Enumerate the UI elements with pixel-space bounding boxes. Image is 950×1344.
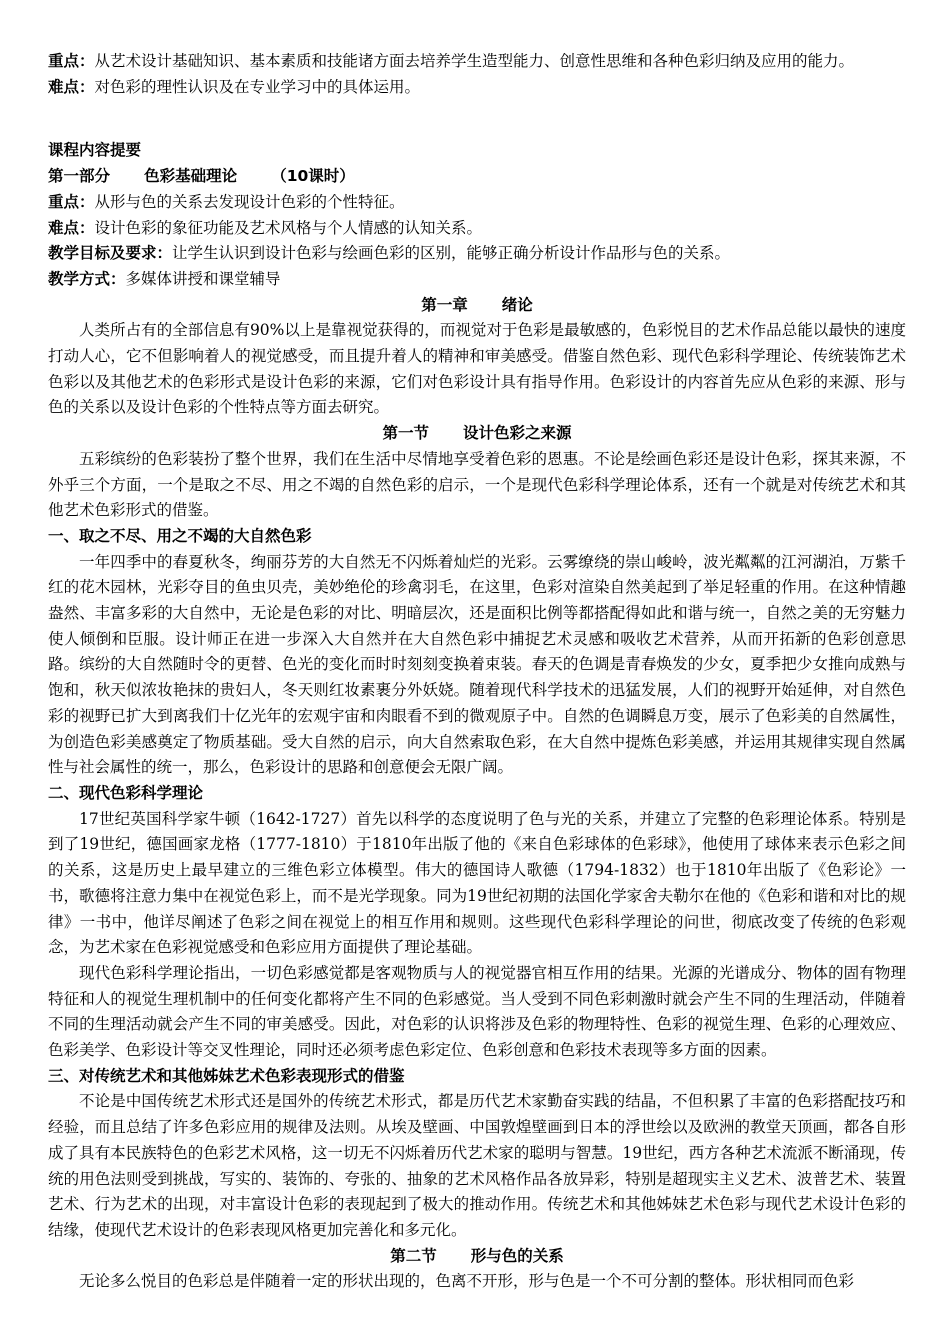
sub1-heading: 一、取之不尽、用之不竭的大自然色彩 [48, 526, 312, 545]
part1-diff-label: 难点： [48, 218, 95, 237]
sub2-paragraph-2: 现代色彩科学理论指出，一切色彩感觉都是客观物质与人的视觉器官相互作用的结果。光源的光谱成分、物体的固有物理特征和人的视觉生理机制中的任何变化都将产生不同的色彩感觉。当人受到不同色彩刺激时就会产生不同的生理活动，伴随着不同的生理活动就会产生不同的审美感受。因此，对色彩的认识将涉及色彩的物理特性、色彩的视觉生理、色彩的心理效应、色彩美学、色彩设计等交叉性理论，同时还必须考虑色彩定位、色彩创意和色彩技术表现等多方面的因素。 [48, 963, 906, 1060]
document-page [48, 49, 906, 1295]
section1-label: 第一节 [382, 424, 429, 443]
section1-title: 设计色彩之来源 [463, 424, 572, 443]
part1-method [48, 267, 906, 293]
part1-method-text: 多媒体讲授和课堂辅导 [125, 269, 281, 288]
section2-label: 第二节 [390, 1246, 437, 1265]
part1-key-label: 重点： [48, 192, 95, 211]
part1-key-point [48, 190, 906, 216]
part1-method-label: 教学方式： [48, 269, 126, 288]
part1-title: 色彩基础理论 [144, 167, 238, 186]
part1-goal [48, 241, 906, 267]
sub2-heading: 二、现代色彩科学理论 [48, 783, 204, 802]
part1-key-text: 从形与色的关系去发现设计色彩的个性特征。 [94, 192, 405, 211]
part1-hours: （10课时） [271, 167, 355, 186]
chapter1-label: 第一章 [421, 295, 468, 314]
section2-title: 形与色的关系 [470, 1246, 564, 1265]
section1-paragraph: 五彩缤纷的色彩装扮了整个世界，我们在生活中尽情地享受着色彩的恩惠。不论是绘画色彩还是设计色彩，探其来源，不外乎三个方面，一个是取之不尽、用之不竭的自然色彩的启示，一个是现代色彩科学理论体系，还有一个就是对传统艺术和其他艺术色彩形式的借鉴。 [48, 449, 906, 520]
key-point-label: 重点： [48, 52, 95, 70]
difficulty-label: 难点： [48, 77, 95, 96]
part1-difficulty [48, 216, 906, 242]
difficulty-text: 对色彩的理性认识及在专业学习中的具体运用。 [94, 77, 421, 96]
sub3-heading: 三、对传统艺术和其他姊妹艺术色彩表现形式的借鉴 [48, 1066, 405, 1085]
chapter1-title: 绪论 [501, 295, 533, 314]
outline-title: 课程内容提要 [48, 141, 142, 160]
part1-label: 第一部分 [48, 167, 111, 186]
chapter1-paragraph: 人类所占有的全部信息有90%以上是靠视觉获得的，而视觉对于色彩是最敏感的，色彩悦目的艺术作品总能以最快的速度打动人心，它不但影响着人的视觉感受，而且提升着人的精神和审美感受。借鉴自然色彩、现代色彩科学理论、传统装饰艺术色彩以及其他艺术的色彩形式是设计色彩的来源，它们对色彩设计具有指导作用。色彩设计的内容首先应从色彩的来源、形与色的关系以及设计色彩的个性特点等方面去研究。 [48, 321, 906, 417]
chapter1-heading [48, 293, 906, 319]
sub3-paragraph: 不论是中国传统艺术形式还是国外的传统艺术形式，都是历代艺术家勤奋实践的结晶，不但积累了丰富的色彩搭配技巧和经验，而且总结了许多色彩应用的规律及法则。从埃及壁画、中国敦煌壁画到日本的浮世绘以及欧洲的教堂天顶画，都各自形成了具有本民族特色的色彩艺术风格，这一切无不闪烁着历代艺术家的聪明与智慧。19世纪，西方各种艺术流派不断涌现，传统的用色法则受到挑战，写实的、装饰的、夸张的、抽象的艺术风格作品各放异彩，特别是超现实主义艺术、波普艺术、装置艺术、行为艺术的出现，对丰富设计色彩的表现起到了极大的推动作用。传统艺术和其他姊妹艺术色彩与现代艺术设计色彩的结缘，使现代艺术设计的色彩表现风格更加完善化和多元化。 [48, 1092, 906, 1239]
spacer [48, 100, 906, 138]
intro-difficulty [48, 75, 906, 101]
part1-goal-text: 让学生认识到设计色彩与绘画色彩的区别，能够正确分析设计作品形与色的关系。 [172, 244, 731, 263]
part1-diff-text: 设计色彩的象征功能及艺术风格与个人情感的认知关系。 [94, 218, 483, 237]
section2-paragraph: 无论多么悦目的色彩总是伴随着一定的形状出现的，色离不开形，形与色是一个不可分割的整体。形状相同而色彩 [79, 1272, 855, 1291]
sub1-paragraph: 一年四季中的春夏秋冬，绚丽芬芳的大自然无不闪烁着灿烂的光彩。云雾缭绕的崇山峻岭，波光粼粼的江河湖泊，万紫千红的花木园林，光彩夺目的鱼虫贝壳，美妙绝伦的珍禽羽毛，在这里，色彩对渲染自然美起到了举足轻重的作用。在这种情趣盎然、丰富多彩的大自然中，无论是色彩的对比、明暗层次，还是面积比例等都搭配得如此和谐与统一，自然之美的无穷魅力使人倾倒和臣服。设计师正在进一步深入大自然并在大自然色彩中捕捉艺术灵感和吸收艺术营养，从而开拓新的色彩创意思路。缤纷的大自然随时令的更替、色光的变化而时时刻刻变换着束装。春天的色调是青春焕发的少女，夏季把少女推向成熟与饱和，秋天似浓妆艳抹的贵妇人，冬天则红妆素裹分外妖娆。随着现代科学技术的迅猛发展，人们的视野开始延伸，对自然色彩的视野已扩大到离我们十亿光年的宏观宇宙和肉眼看不到的微观原子中。自然的色调瞬息万变，展示了色彩美的自然属性，为创造色彩美感奠定了物质基础。受大自然的启示，向大自然索取色彩，在大自然中提炼色彩美感，并运用其规律实现自然属性与社会属性的统一，那么，色彩设计的思路和创意便会无限广阔。 [48, 552, 906, 777]
sub2-paragraph-1: 17世纪英国科学家牛顿（1642-1727）首先以科学的态度说明了色与光的关系，并建立了完整的色彩理论体系。特别是到了19世纪，德国画家龙格（1777-1810）于1810年出版了他的《来自色彩球体的色彩球》，他使用了球体来表示色彩之间的关系，这是历史上最早建立的三维色彩立体模型。伟大的德国诗人歌德（1794-1832）也于1810年出版了《色彩论》一书，歌德将注意力集中在视觉色彩上，而不是光学现象。同为19世纪初期的法国化学家舍夫勒尔在他的《色彩和谐和对比的规律》一书中，他详尽阐述了色彩之间在视觉上的相互作用和规则。这些现代色彩科学理论的问世，彻底改变了传统的色彩观念，为艺术家在色彩视觉感受和色彩应用方面提供了理论基础。 [48, 809, 906, 957]
section1-heading [48, 421, 906, 447]
section2-heading [48, 1244, 906, 1270]
key-point-text: 从艺术设计基础知识、基本素质和技能诸方面去培养学生造型能力、创意性思维和各种色彩归纳及应用的能力。 [94, 52, 855, 70]
intro-key-point [48, 49, 906, 75]
part1-heading [48, 164, 906, 190]
part1-goal-label: 教学目标及要求： [48, 244, 173, 263]
